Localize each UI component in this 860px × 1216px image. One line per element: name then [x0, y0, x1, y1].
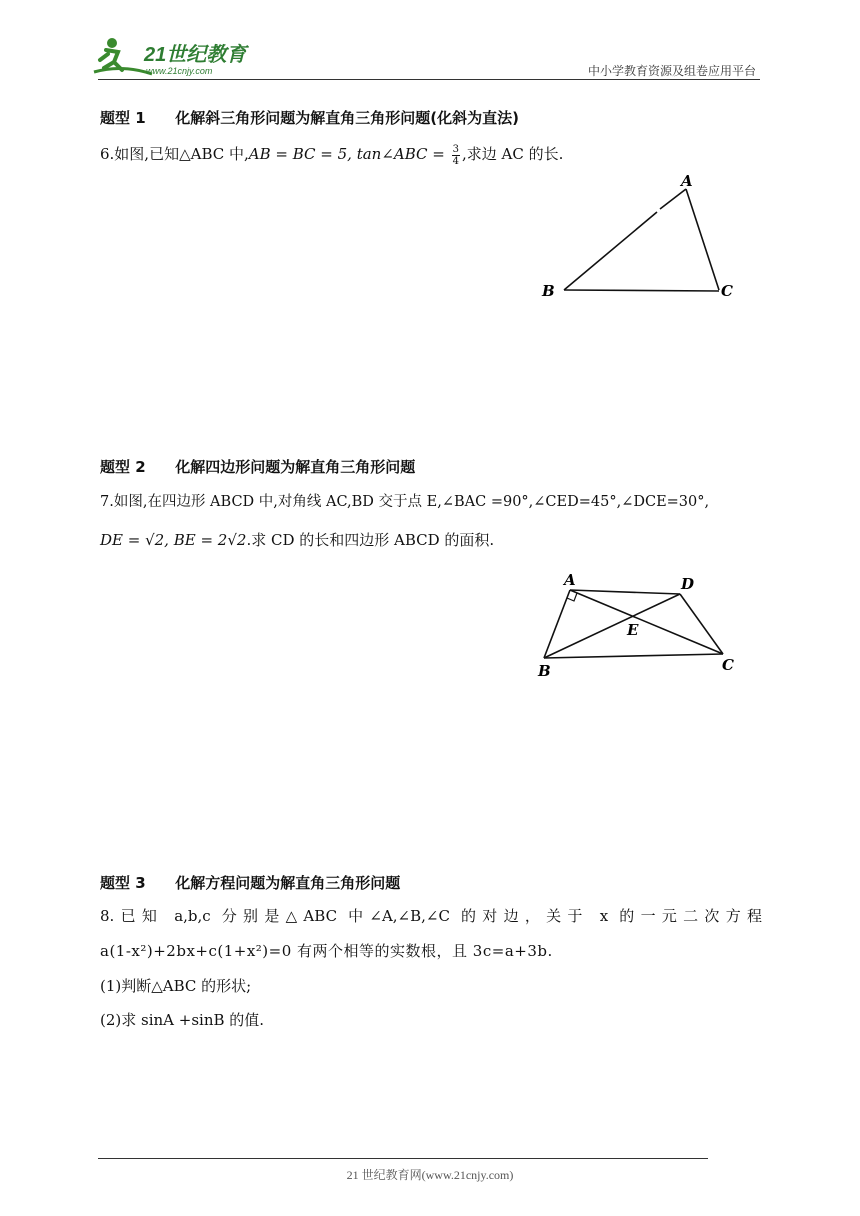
label-e: E: [627, 621, 639, 639]
question-6: [100, 143, 563, 167]
edge-ab-upper: [660, 189, 686, 209]
quadrilateral-figure: [530, 565, 750, 685]
section1-heading: [100, 107, 519, 128]
question-8-line2: a(1-x²)+2bx+c(1+x²)=0 有两个相等的实数根，且 3c=a+3b.: [100, 942, 553, 960]
question-8-part1: (1)判断△ABC 的形状;: [100, 977, 252, 995]
q6-math: AB = BC = 5, tan∠ABC =: [248, 145, 450, 163]
label-c: C: [722, 656, 734, 674]
question-8-line1: 8.已知 a,b,c 分别是△ABC 中∠A,∠B,∠C 的对边，关于 x 的一元二次方程: [100, 907, 762, 925]
label-a: A: [564, 571, 576, 589]
q6-frac-num: 3: [452, 143, 459, 155]
section1-title: 化解斜三角形问题为解直角三角形问题(化斜为直法): [175, 109, 519, 127]
edge-bc: [564, 290, 719, 291]
label-c: C: [721, 282, 733, 300]
footer-divider: [98, 1158, 708, 1159]
question-8-part2: (2)求 sinA +sinB 的值.: [100, 1011, 265, 1029]
header-divider: [98, 79, 760, 80]
question-7-line2: [100, 529, 494, 550]
section2-heading: [100, 456, 415, 477]
label-a: A: [681, 172, 693, 190]
header-platform-text: 中小学教育资源及组卷应用平台: [587, 64, 756, 78]
label-b: B: [538, 662, 551, 680]
section1-tag: 题型 1: [100, 109, 146, 127]
question-7-line1: 7.如图,在四边形 ABCD 中,对角线 AC,BD 交于点 E,∠BAC =90°,∠CED=45°,∠DCE=30°,: [100, 494, 710, 510]
section2-title: 化解四边形问题为解直角三角形问题: [175, 458, 416, 476]
q6-fraction: [452, 144, 460, 167]
footer-text: 21 世纪教育网(www.21cnjy.com): [346, 1168, 514, 1182]
edge-ac: [686, 189, 719, 290]
edge-bc: [544, 654, 723, 658]
section3-title: 化解方程问题为解直角三角形问题: [175, 874, 401, 892]
label-d: D: [681, 575, 695, 593]
label-b: B: [542, 282, 555, 300]
q7-math: DE = √2, BE = 2√2: [100, 531, 247, 549]
edge-ad: [570, 590, 680, 594]
edge-ab-lower: [564, 212, 657, 290]
section3-heading: [100, 872, 400, 893]
q7-text: .求 CD 的长和四边形 ABCD 的面积.: [246, 531, 495, 549]
logo-text: 21世纪教育: [144, 44, 247, 66]
section2-tag: 题型 2: [100, 458, 146, 476]
q6-frac-den: 4: [452, 155, 459, 167]
q6-prefix: 6.如图,已知△ABC 中,: [100, 145, 249, 163]
section3-tag: 题型 3: [100, 874, 146, 892]
site-logo: [92, 34, 262, 78]
triangle-figure: [530, 165, 750, 305]
q6-suffix: ,求边 AC 的长.: [461, 145, 564, 163]
logo-url: www.21cnjy.com: [146, 66, 213, 76]
